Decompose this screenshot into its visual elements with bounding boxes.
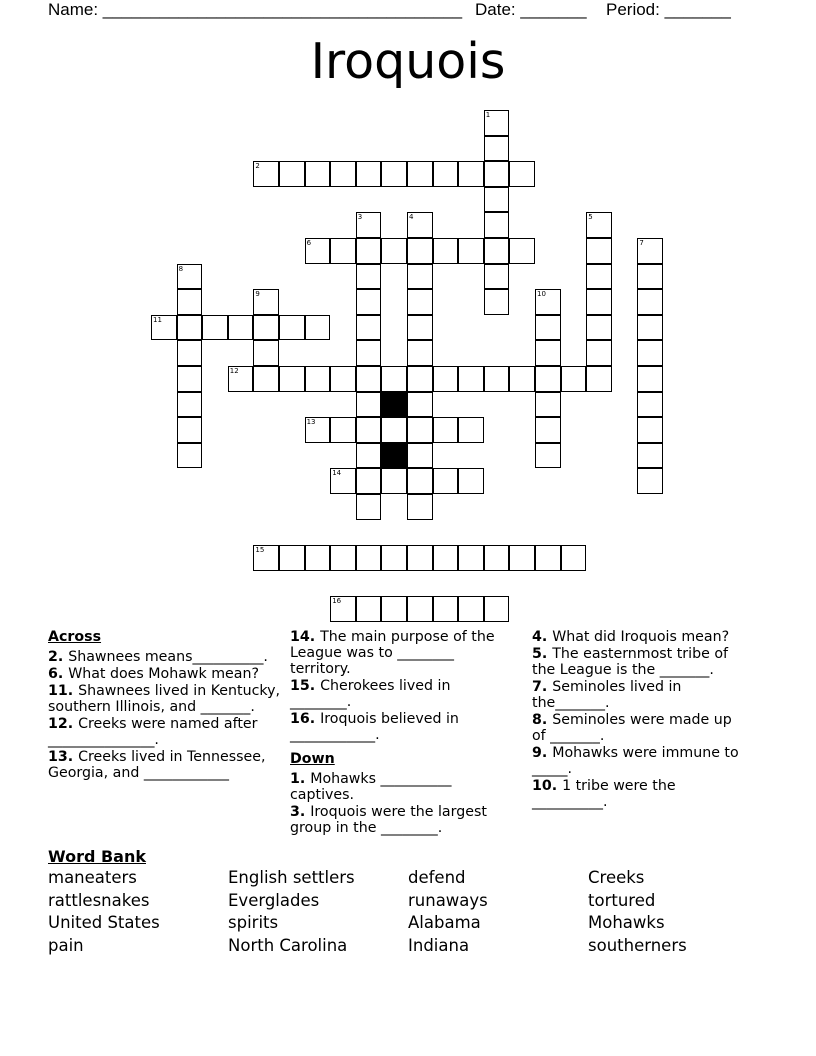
crossword-cell[interactable] [356, 340, 382, 366]
crossword-cell[interactable] [637, 366, 663, 392]
crossword-cell[interactable] [356, 315, 382, 341]
crossword-cell[interactable] [407, 161, 433, 187]
clue-item-number: 13. [48, 749, 79, 765]
crossword-cell[interactable] [458, 366, 484, 392]
word-bank-word: runaways [408, 891, 488, 910]
crossword-cell[interactable] [253, 366, 279, 392]
crossword-cell[interactable] [407, 443, 433, 469]
crossword-cell[interactable] [356, 443, 382, 469]
clue-item [532, 679, 747, 711]
crossword-cell[interactable] [535, 545, 561, 571]
crossword-cell[interactable] [484, 212, 510, 238]
clue-item-number: 8. [532, 712, 553, 728]
crossword-cell[interactable] [407, 417, 433, 443]
word-bank-word: Mohawks [588, 913, 665, 932]
clue-number: 14 [332, 469, 342, 478]
clue-item-number: 14. [290, 629, 321, 645]
word-bank-word: pain [48, 936, 84, 955]
crossword-cell[interactable] [433, 417, 459, 443]
crossword-cell[interactable] [484, 264, 510, 290]
crossword-cell[interactable] [407, 596, 433, 622]
clue-item-text: Iroquois believed in ____________. [290, 711, 459, 743]
crossword-cell[interactable] [561, 545, 587, 571]
clue-item-text: Shawnees means__________. [68, 649, 268, 665]
crossword-cell[interactable] [253, 545, 279, 571]
crossword-cell[interactable] [637, 468, 663, 494]
crossword-cell[interactable] [177, 392, 203, 418]
crossword-cell[interactable] [586, 212, 612, 238]
clue-item [48, 666, 280, 682]
period-field[interactable]: Period: _______ [606, 0, 731, 19]
crossword-cell[interactable] [535, 315, 561, 341]
crossword-cell[interactable] [407, 315, 433, 341]
puzzle-title: Iroquois [310, 33, 506, 90]
crossword-cell[interactable] [535, 392, 561, 418]
crossword-cell[interactable] [305, 366, 331, 392]
crossword-cell[interactable] [458, 545, 484, 571]
crossword-cell[interactable] [484, 110, 510, 136]
crossword-cell[interactable] [433, 468, 459, 494]
crossword-cell[interactable] [356, 494, 382, 520]
word-bank-word: southerners [588, 936, 687, 955]
word-bank-word: spirits [228, 913, 279, 932]
crossword-cell[interactable] [305, 315, 331, 341]
clue-item-number: 7. [532, 679, 553, 695]
crossword-cell[interactable] [484, 187, 510, 213]
clue-item-text: Iroquois were the largest group in the ________. [290, 804, 487, 836]
crossword-cell[interactable] [330, 161, 356, 187]
crossword-cell[interactable] [330, 545, 356, 571]
crossword-cell[interactable] [381, 545, 407, 571]
across-clue-list [48, 649, 280, 781]
crossword-block-cell [381, 443, 407, 469]
word-bank-word: North Carolina [228, 936, 348, 955]
clue-item-number: 15. [290, 678, 321, 694]
clue-item-text: Seminoles were made up of _______. [532, 712, 732, 744]
crossword-cell[interactable] [356, 366, 382, 392]
crossword-cell[interactable] [509, 366, 535, 392]
crossword-cell[interactable] [458, 161, 484, 187]
crossword-cell[interactable] [356, 238, 382, 264]
crossword-cell[interactable] [484, 366, 510, 392]
crossword-cell[interactable] [356, 417, 382, 443]
crossword-cell[interactable] [253, 289, 279, 315]
crossword-cell[interactable] [177, 443, 203, 469]
crossword-cell[interactable] [330, 417, 356, 443]
crossword-cell[interactable] [586, 289, 612, 315]
crossword-cell[interactable] [509, 545, 535, 571]
word-bank-word: United States [48, 913, 160, 932]
clue-item-text: The main purpose of the League was to ________ territory. [290, 629, 495, 677]
crossword-cell[interactable] [330, 238, 356, 264]
clue-item-text: Creeks were named after _______________. [48, 716, 258, 748]
crossword-cell[interactable] [177, 417, 203, 443]
clue-item-number: 11. [48, 683, 79, 699]
clue-number: 1 [485, 111, 491, 119]
crossword-cell[interactable] [177, 340, 203, 366]
crossword-cell[interactable] [484, 289, 510, 315]
crossword-cell[interactable] [484, 238, 510, 264]
crossword-cell[interactable] [228, 366, 254, 392]
crossword-cell[interactable] [637, 392, 663, 418]
clue-item-text: Cherokees lived in ________. [290, 678, 451, 710]
crossword-cell[interactable] [433, 596, 459, 622]
down-clue-list-continued [532, 629, 747, 810]
across-heading: Across [48, 629, 102, 645]
crossword-cell[interactable] [151, 315, 177, 341]
clue-item-number: 1. [290, 771, 311, 787]
crossword-cell[interactable] [458, 238, 484, 264]
clue-item [532, 629, 747, 645]
crossword-cell[interactable] [535, 340, 561, 366]
crossword-cell[interactable] [407, 468, 433, 494]
crossword-cell[interactable] [586, 315, 612, 341]
clue-number: 16 [332, 597, 342, 606]
clue-item-number: 9. [532, 745, 553, 761]
crossword-cell[interactable] [381, 468, 407, 494]
crossword-cell[interactable] [535, 417, 561, 443]
clue-item-text: Seminoles lived in the_______. [532, 679, 682, 711]
word-bank-word: Alabama [408, 913, 481, 932]
crossword-cell[interactable] [305, 238, 331, 264]
crossword-cell[interactable] [330, 596, 356, 622]
crossword-cell[interactable] [356, 161, 382, 187]
clue-item-text: Creeks lived in Tennessee, Georgia, and ____________ [48, 749, 266, 781]
crossword-cell[interactable] [484, 161, 510, 187]
clue-number: 8 [178, 264, 184, 273]
word-bank-word: maneaters [48, 868, 137, 887]
crossword-cell[interactable] [177, 315, 203, 341]
clue-item [48, 649, 280, 665]
crossword-cell[interactable] [637, 417, 663, 443]
clue-item-number: 6. [48, 666, 69, 682]
clue-item [532, 745, 747, 777]
crossword-cell[interactable] [637, 264, 663, 290]
clue-number: 10 [537, 290, 546, 299]
crossword-cell[interactable] [177, 264, 203, 290]
clue-item [48, 683, 280, 715]
clue-item [290, 711, 515, 743]
clue-item-text: What does Mohawk mean? [68, 666, 260, 682]
clue-number: 15 [255, 546, 265, 555]
crossword-cell[interactable] [484, 136, 510, 162]
crossword-cell[interactable] [356, 596, 382, 622]
crossword-cell[interactable] [433, 366, 459, 392]
word-bank-word: English settlers [228, 868, 355, 887]
crossword-cell[interactable] [279, 366, 305, 392]
crossword-cell[interactable] [407, 238, 433, 264]
clue-number: 13 [306, 418, 316, 427]
crossword-cell[interactable] [253, 161, 279, 187]
crossword-cell[interactable] [407, 340, 433, 366]
clue-item [290, 771, 515, 803]
crossword-cell[interactable] [458, 417, 484, 443]
crossword-cell[interactable] [407, 366, 433, 392]
crossword-cell[interactable] [586, 238, 612, 264]
clue-number: 3 [357, 213, 363, 222]
date-field[interactable]: Date: _______ [475, 0, 587, 19]
crossword-cell[interactable] [381, 366, 407, 392]
clue-item [290, 804, 515, 836]
clue-number: 7 [639, 239, 644, 247]
crossword-cell[interactable] [637, 340, 663, 366]
crossword-cell[interactable] [356, 392, 382, 418]
crossword-cell[interactable] [509, 161, 535, 187]
crossword-cell[interactable] [586, 264, 612, 290]
crossword-cell[interactable] [637, 315, 663, 341]
clue-item-text: What did Iroquois mean? [552, 629, 730, 645]
down-heading: Down [290, 751, 335, 767]
clue-item-number: 3. [290, 804, 311, 820]
crossword-cell[interactable] [356, 212, 382, 238]
clue-item-text: Mohawks were immune to _____. [532, 745, 739, 777]
crossword-cell[interactable] [305, 545, 331, 571]
clue-item-number: 10. [532, 778, 563, 794]
clue-number: 9 [255, 290, 260, 299]
crossword-cell[interactable] [279, 315, 305, 341]
crossword-cell[interactable] [356, 545, 382, 571]
crossword-cell[interactable] [407, 289, 433, 315]
crossword-cell[interactable] [407, 212, 433, 238]
crossword-cell[interactable] [535, 443, 561, 469]
crossword-cell[interactable] [279, 161, 305, 187]
clue-item-text: 1 tribe were the __________. [532, 778, 676, 810]
clue-item-number: 2. [48, 649, 69, 665]
crossword-cell[interactable] [202, 315, 228, 341]
crossword-cell[interactable] [381, 238, 407, 264]
clue-item [290, 629, 515, 677]
crossword-cell[interactable] [279, 545, 305, 571]
word-bank-word: Indiana [408, 936, 470, 955]
clue-column-2 [290, 629, 515, 837]
across-clue-list-continued [290, 629, 515, 743]
word-bank-title: Word Bank [48, 847, 147, 866]
crossword-cell[interactable] [381, 161, 407, 187]
crossword-cell[interactable] [458, 468, 484, 494]
word-bank-word: rattlesnakes [48, 891, 150, 910]
crossword-cell[interactable] [305, 161, 331, 187]
crossword-cell[interactable] [458, 596, 484, 622]
crossword-cell[interactable] [433, 161, 459, 187]
clue-item-text: The easternmost tribe of the League is the _______. [532, 646, 729, 678]
crossword-cell[interactable] [356, 264, 382, 290]
crossword-cell[interactable] [509, 238, 535, 264]
crossword-cell[interactable] [535, 289, 561, 315]
name-field[interactable]: Name: ______________________________________ [48, 0, 463, 19]
crossword-cell[interactable] [484, 596, 510, 622]
crossword-cell[interactable] [637, 289, 663, 315]
clue-number: 11 [153, 315, 162, 324]
word-bank-word: defend [408, 868, 466, 887]
crossword-cell[interactable] [305, 417, 331, 443]
crossword-cell[interactable] [381, 596, 407, 622]
crossword-cell[interactable] [407, 392, 433, 418]
clue-item [532, 778, 747, 810]
crossword-cell[interactable] [356, 468, 382, 494]
clue-column-1 [48, 629, 280, 782]
crossword-cell[interactable] [637, 443, 663, 469]
clue-item-number: 12. [48, 716, 79, 732]
crossword-cell[interactable] [484, 545, 510, 571]
crossword-block-cell [381, 392, 407, 418]
clue-number: 2 [255, 162, 260, 171]
crossword-cell[interactable] [381, 417, 407, 443]
clue-item [290, 678, 515, 710]
crossword-cell[interactable] [535, 366, 561, 392]
crossword-cell[interactable] [253, 340, 279, 366]
crossword-cell[interactable] [637, 238, 663, 264]
crossword-cell[interactable] [356, 289, 382, 315]
crossword-cell[interactable] [177, 366, 203, 392]
crossword-cell[interactable] [253, 315, 279, 341]
clue-item [532, 646, 747, 678]
clue-column-3 [532, 629, 747, 811]
clue-item-text: Mohawks __________ captives. [290, 771, 452, 803]
clue-item [48, 716, 280, 748]
clue-number: 6 [306, 239, 312, 247]
crossword-cell[interactable] [586, 340, 612, 366]
crossword-cell[interactable] [561, 366, 587, 392]
clue-number: 4 [409, 213, 414, 222]
word-bank-word: tortured [588, 891, 656, 910]
down-clue-list [290, 771, 515, 836]
clue-item-number: 5. [532, 646, 553, 662]
crossword-cell[interactable] [433, 238, 459, 264]
word-bank-word: Creeks [588, 868, 645, 887]
clue-item-number: 4. [532, 629, 553, 645]
crossword-cell[interactable] [228, 315, 254, 341]
crossword-cell[interactable] [330, 366, 356, 392]
clue-item [532, 712, 747, 744]
clue-item-number: 16. [290, 711, 321, 727]
word-bank-word: Everglades [228, 891, 320, 910]
crossword-cell[interactable] [433, 545, 459, 571]
crossword-cell[interactable] [330, 468, 356, 494]
crossword-cell[interactable] [177, 289, 203, 315]
crossword-cell[interactable] [407, 494, 433, 520]
clue-item-text: Shawnees lived in Kentucky, southern Illinois, and _______. [48, 683, 280, 715]
crossword-cell[interactable] [407, 264, 433, 290]
crossword-cell[interactable] [586, 366, 612, 392]
clue-number: 12 [229, 367, 239, 375]
clue-item [48, 749, 280, 781]
clue-number: 5 [588, 213, 593, 222]
crossword-cell[interactable] [407, 545, 433, 571]
